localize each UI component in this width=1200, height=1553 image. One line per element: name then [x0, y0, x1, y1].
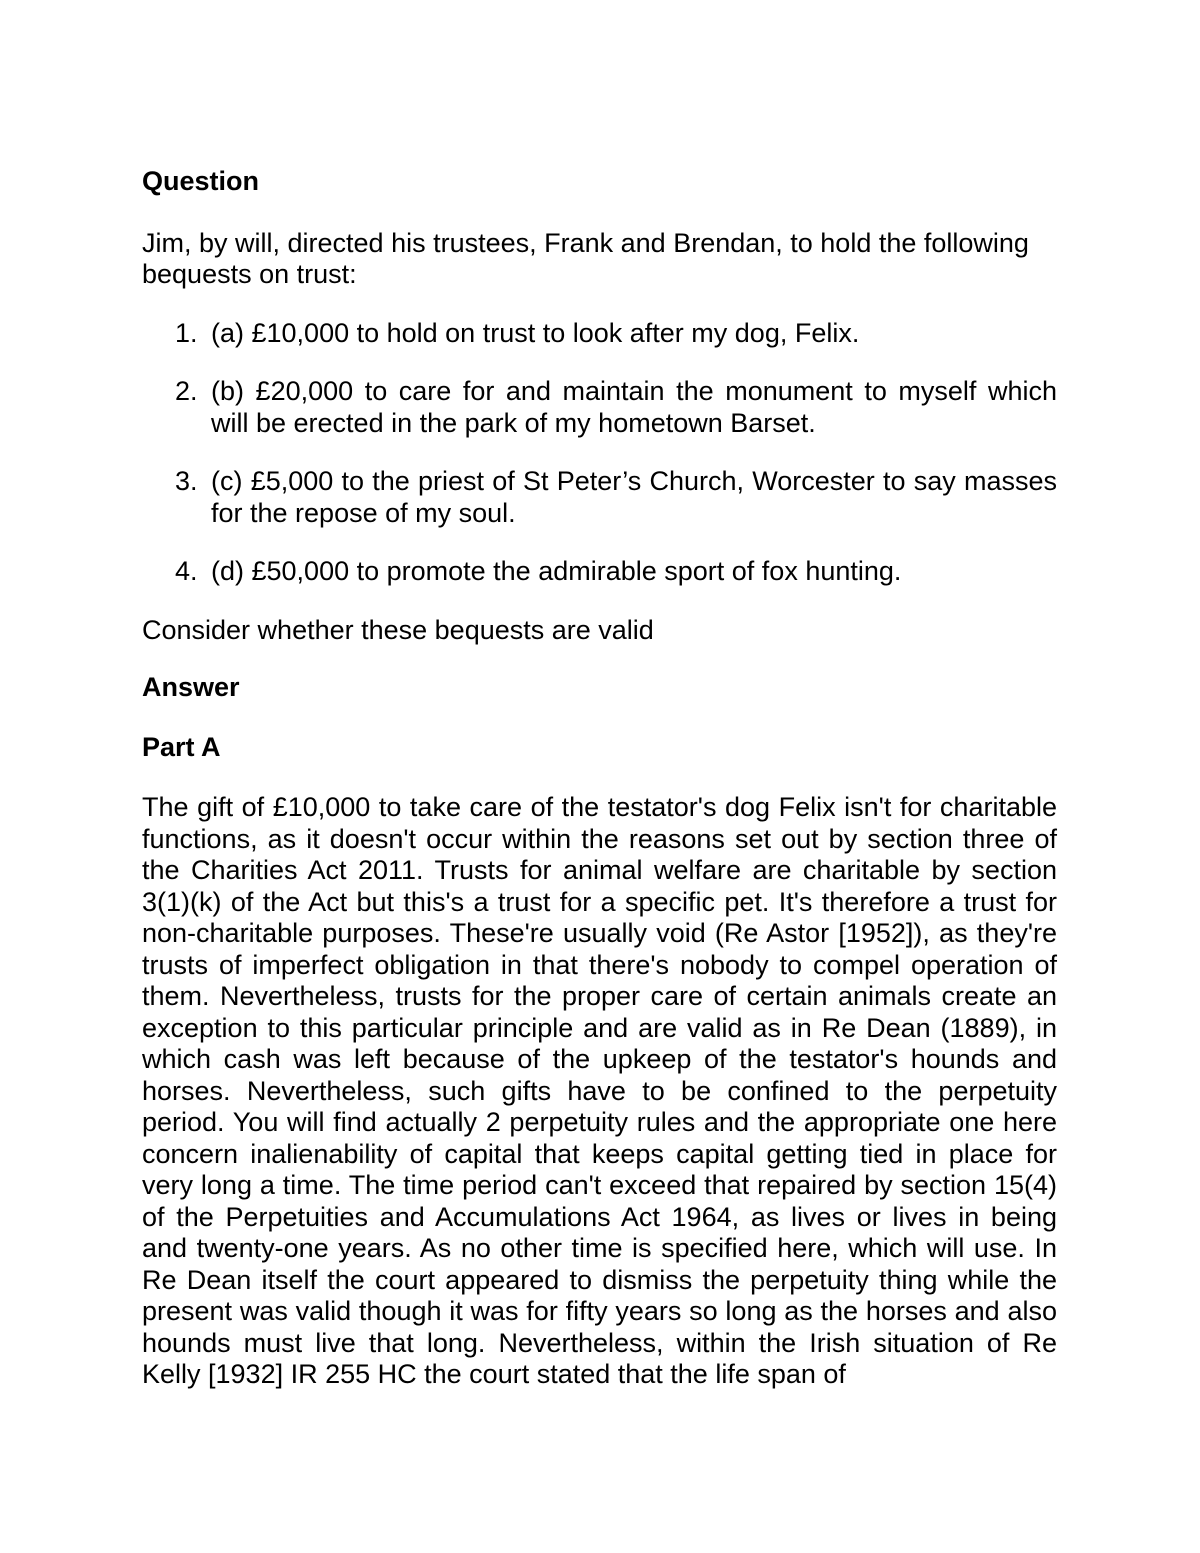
list-item-text: (b) £20,000 to care for and maintain the monument to myself which will be erected in the park of my hometown Barset. [211, 376, 1057, 438]
list-item-number: 4. [175, 556, 198, 586]
answer-paragraph: The gift of £10,000 to take care of the testator's dog Felix isn't for charitable functions, as it doesn't occur within the reasons set out by section three of the Charities Act 2011. Trusts for animal welfare are charitable by section 3(1)(k) of the Act but this's a trust for a specific pet. It's therefore a trust for non-charitable purposes. These're usually void (Re Astor [1952]), as they're trusts of imperfect obligation in that there's nobody to compel operation of them. Nevertheless, trusts for the proper care of certain animals create an exception to this particular principle and are valid as in Re Dean (1889), in which cash was left because of the upkeep of the testator's hounds and horses. Nevertheless, such gifts have to be confined to the perpetuity period. You will find actually 2 perpetuity rules and the appropriate one here concern inalienability of capital that keeps capital getting tied in place for very long a time. The time period can't exceed that repaired by section 15(4) of the Perpetuities and Accumulations Act 1964, as lives or lives in being and twenty-one years. As no other time is specified here, which will use. In Re Dean itself the court appeared to dismiss the perpetuity thing while the present was valid though it was for fifty years so long as the horses and also hounds must live that long. Nevertheless, within the Irish situation of Re Kelly [1932] IR 255 HC the court stated that the life span of [142, 792, 1057, 1389]
list-item-number: 1. [175, 317, 198, 348]
question-closing: Consider whether these bequests are valid [142, 614, 654, 645]
list-item [142, 466, 1057, 529]
bequest-list [142, 318, 1057, 588]
part-a-heading: Part A [142, 731, 221, 762]
list-item-text: (a) £10,000 to hold on trust to look after my dog, Felix. [211, 317, 860, 348]
answer-heading: Answer [142, 672, 240, 702]
list-item [142, 376, 1057, 439]
list-item-text: (d) £50,000 to promote the admirable sport of fox hunting. [211, 556, 902, 586]
question-intro: Jim, by will, directed his trustees, Frank and Brendan, to hold the following bequests on trust: [142, 227, 1029, 289]
list-item-text: (c) £5,000 to the priest of St Peter’s Church, Worcester to say masses for the repose of my soul. [211, 466, 1057, 528]
list-item [142, 318, 1057, 350]
document-page [142, 166, 1057, 1391]
list-item-number: 3. [175, 466, 198, 496]
list-item-number: 2. [175, 376, 198, 406]
question-heading: Question [142, 166, 260, 196]
list-item [142, 556, 1057, 588]
